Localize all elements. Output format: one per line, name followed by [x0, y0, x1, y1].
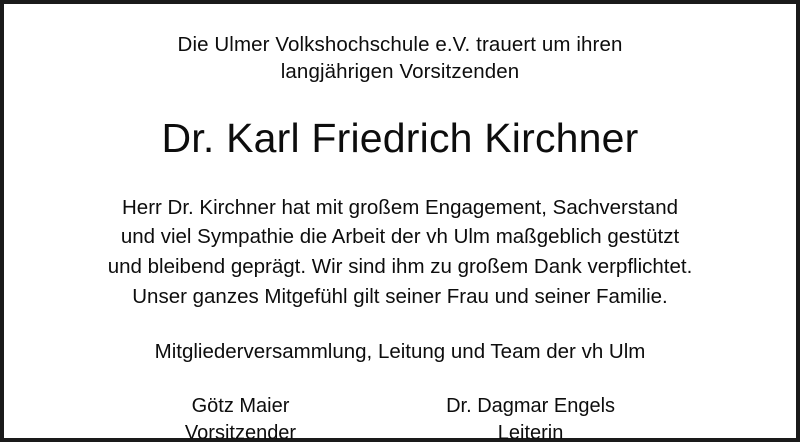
tribute-line-2: und viel Sympathie die Arbeit der vh Ulm maßgeblich gestützt: [120, 225, 680, 249]
intro-line-1: Die Ulmer Volkshochschule e.V. trauert um ihren: [177, 33, 623, 56]
signatory-1: [185, 393, 296, 447]
intro-line-2: langjährigen Vorsitzenden: [280, 60, 520, 84]
tribute-text: [108, 193, 693, 312]
tribute-line-1: Herr Dr. Kirchner hat mit großem Engagement, Sachverstand: [121, 195, 678, 219]
organization-line: Mitgliederversammlung, Leitung und Team der vh Ulm: [154, 340, 646, 364]
signatory-2-name: Dr. Dagmar Engels: [446, 395, 616, 418]
signature-block: [39, 393, 761, 447]
obituary-content: [4, 4, 796, 445]
deceased-name: Dr. Karl Friedrich Kirchner: [161, 114, 639, 161]
tribute-line-4: Unser ganzes Mitgefühl gilt seiner Frau und seiner Familie.: [132, 284, 668, 308]
signatory-1-name: Götz Maier: [191, 395, 290, 418]
signatory-2-role: Leiterin: [497, 422, 564, 445]
tribute-line-3: und bleibend geprägt. Wir sind ihm zu großem Dank verpflichtet.: [107, 255, 693, 279]
signatory-2: [446, 393, 615, 447]
signatory-1-role: Vorsitzender: [184, 422, 297, 445]
intro-text: [178, 31, 623, 86]
